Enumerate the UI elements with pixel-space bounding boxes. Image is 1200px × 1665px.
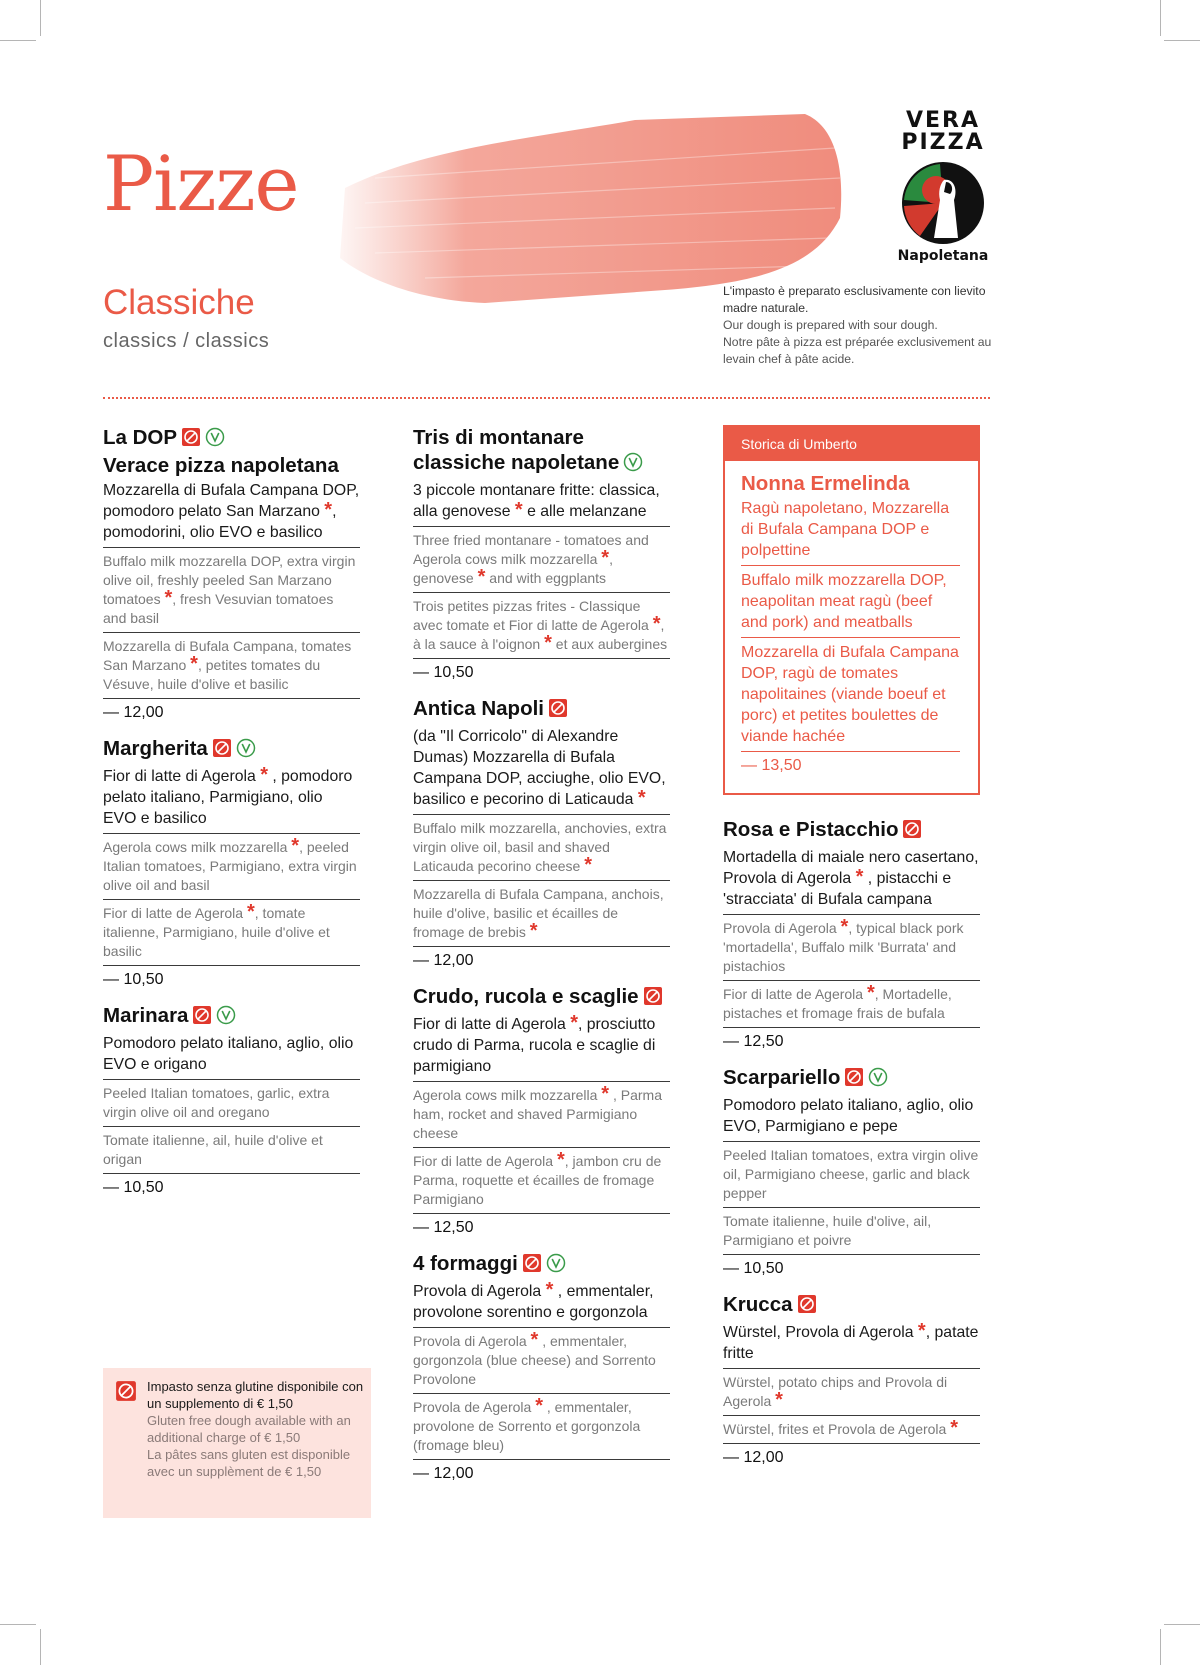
description-fr: Mozzarella di Bufala Campana DOP, ragù de tomates napolitaines (viande boeuf et porc) et petites boulettes de viande hachée bbox=[741, 638, 960, 752]
allergen-asterisk-icon: * bbox=[556, 1149, 565, 1171]
pizza-name: 4 formaggi bbox=[413, 1251, 670, 1279]
price: — 10,50 bbox=[103, 1179, 164, 1196]
allergen-asterisk-icon: * bbox=[840, 916, 849, 938]
allergen-asterisk-icon: * bbox=[190, 653, 198, 675]
gluten-free-note bbox=[103, 1368, 371, 1518]
menu-item bbox=[413, 984, 670, 1237]
allergen-asterisk-icon: * bbox=[866, 982, 875, 1004]
allergen-asterisk-icon: * bbox=[514, 499, 523, 521]
description-en: Buffalo milk mozzarella, anchovies, extra virgin olive oil, basil and shaved Laticauda pecorino cheese * bbox=[413, 815, 670, 881]
description-fr: Fior di latte de Agerola *, tomate italienne, Parmigiano, huile d'olive et basilic bbox=[103, 900, 360, 966]
vegetarian-icon bbox=[868, 1067, 888, 1093]
vegetarian-icon bbox=[546, 1253, 566, 1279]
description-en: Three fried montanare - tomatoes and Agerola cows milk mozzarella *, genovese * and with eggplants bbox=[413, 527, 670, 593]
gluten-note-en: Gluten free dough available with an additional charge of € 1,50 bbox=[147, 1413, 351, 1445]
dough-note-en: Our dough is prepared with sour dough. bbox=[723, 318, 938, 332]
gluten-free-icon bbox=[902, 819, 922, 845]
pizza-name: Margherita bbox=[103, 736, 360, 764]
description-en: Buffalo milk mozzarella DOP, extra virgin olive oil, freshly peeled San Marzano tomatoes *, fresh Vesuvian tomatoes and basil bbox=[103, 548, 360, 633]
gluten-free-icon bbox=[548, 698, 568, 724]
description-en: Agerola cows milk mozzarella * , Parma ham, rocket and shaved Parmigiano cheese bbox=[413, 1082, 670, 1148]
description-it: Provola di Agerola * , emmentaler, provolone sorentino e gorgonzola bbox=[413, 1279, 670, 1328]
price: — 12,50 bbox=[723, 1033, 784, 1050]
description-fr: Würstel, frites et Provola de Agerola * bbox=[723, 1416, 980, 1444]
description-en: Provola di Agerola *, typical black pork 'mortadella', Buffalo milk 'Burrata' and pistachios bbox=[723, 915, 980, 981]
menu-item bbox=[413, 1251, 670, 1483]
description-en: Provola di Agerola * , emmentaler, gorgonzola (blue cheese) and Sorrento Provolone bbox=[413, 1328, 670, 1394]
description-fr: Fior di latte de Agerola *, jambon cru de Parma, roquette et écailles de fromage Parmigiano bbox=[413, 1148, 670, 1214]
crop-mark bbox=[1164, 1624, 1200, 1625]
allergen-asterisk-icon: * bbox=[917, 1320, 926, 1342]
gluten-free-icon bbox=[522, 1253, 542, 1279]
dough-note bbox=[723, 283, 1003, 368]
crop-mark bbox=[1160, 0, 1161, 36]
allergen-asterisk-icon: * bbox=[601, 1083, 610, 1105]
gluten-free-icon bbox=[844, 1067, 864, 1093]
allergen-asterisk-icon: * bbox=[260, 764, 268, 786]
vegetarian-icon bbox=[623, 452, 643, 478]
gluten-note-fr: La pâtes sans gluten est disponible avec un supplèment de € 1,50 bbox=[147, 1447, 351, 1479]
price: — 12,00 bbox=[103, 704, 164, 721]
description-it: Ragù napoletano, Mozzarella di Bufala Campana DOP e polpettine bbox=[741, 496, 960, 566]
dough-note-fr: Notre pâte à pizza est préparée exclusivement au levain chef à pâte acide. bbox=[723, 335, 992, 366]
pizza-name: Rosa e Pistacchio bbox=[723, 817, 980, 845]
description-fr: Fior di latte de Agerola *, Mortadelle, pistaches et fromage frais de bufala bbox=[723, 981, 980, 1028]
gluten-note-it: Impasto senza glutine disponibile con un supplemento di € 1,50 bbox=[147, 1379, 364, 1411]
allergen-asterisk-icon: * bbox=[775, 1389, 783, 1411]
crop-mark bbox=[1164, 40, 1200, 41]
allergen-asterisk-icon: * bbox=[545, 1279, 554, 1301]
allergen-asterisk-icon: * bbox=[855, 866, 864, 888]
crop-mark bbox=[0, 40, 36, 41]
pizza-name: Antica Napoli bbox=[413, 696, 670, 724]
description-fr: Trois petites pizzas frites - Classique avec tomate et Fior di latte de Agerola *, à la sauce à l'oignon * et aux aubergines bbox=[413, 593, 670, 659]
dotted-divider bbox=[103, 397, 990, 399]
description-fr: Provola de Agerola * , emmentaler, provolone de Sorrento et gorgonzola (fromage bleu) bbox=[413, 1394, 670, 1460]
price: — 12,00 bbox=[413, 1465, 474, 1482]
description-fr: Tomate italienne, ail, huile d'olive et origan bbox=[103, 1127, 360, 1174]
allergen-asterisk-icon: * bbox=[246, 901, 255, 923]
allergen-asterisk-icon: * bbox=[324, 499, 333, 521]
crop-mark bbox=[0, 1624, 36, 1625]
price: — 10,50 bbox=[723, 1260, 784, 1277]
menu-item bbox=[723, 1292, 980, 1467]
price: — 12,00 bbox=[413, 952, 474, 969]
menu-item bbox=[413, 696, 670, 970]
gluten-free-icon bbox=[797, 1294, 817, 1320]
gluten-free-icon bbox=[115, 1380, 137, 1407]
logo-text-pizza: PIZZA bbox=[901, 130, 985, 155]
crop-mark bbox=[40, 1629, 41, 1665]
allergen-asterisk-icon: * bbox=[601, 547, 610, 569]
description-it: Fior di latte di Agerola * , pomodoro pelato italiano, Parmigiano, olio EVO e basilico bbox=[103, 764, 360, 834]
allergen-asterisk-icon: * bbox=[544, 632, 552, 654]
allergen-asterisk-icon: * bbox=[570, 1012, 578, 1034]
allergen-asterisk-icon: * bbox=[637, 787, 646, 809]
description-it: 3 piccole montanare fritte: classica, alla genovese * e alle melanzane bbox=[413, 478, 670, 527]
gluten-free-icon bbox=[192, 1005, 212, 1031]
section-title: Classiche bbox=[103, 283, 255, 322]
pizza-name: Crudo, rucola e scaglie bbox=[413, 984, 670, 1012]
price: — 10,50 bbox=[413, 664, 474, 681]
allergen-asterisk-icon: * bbox=[535, 1395, 543, 1417]
menu-column-1 bbox=[103, 425, 360, 1211]
pizza-name: Scarpariello bbox=[723, 1065, 980, 1093]
allergen-asterisk-icon: * bbox=[530, 1329, 539, 1351]
pizza-name: La DOP Verace pizza napoletana bbox=[103, 426, 339, 477]
crop-mark bbox=[1160, 1629, 1161, 1665]
description-en: Würstel, potato chips and Provola di Agerola * bbox=[723, 1369, 980, 1416]
description-it: Pomodoro pelato italiano, aglio, olio EVO e origano bbox=[103, 1031, 360, 1080]
gluten-free-icon bbox=[181, 427, 201, 453]
allergen-asterisk-icon: * bbox=[477, 566, 486, 588]
vera-pizza-napoletana-logo bbox=[893, 110, 993, 264]
menu-item bbox=[723, 817, 980, 1051]
dough-note-it: L'impasto è preparato esclusivamente con lievito madre naturale. bbox=[723, 284, 986, 315]
allergen-asterisk-icon: * bbox=[584, 854, 593, 876]
section-header bbox=[103, 285, 269, 353]
price: — 12,00 bbox=[723, 1449, 784, 1466]
description-it: (da "Il Corricolo" di Alexandre Dumas) Mozzarella di Bufala Campana DOP, acciughe, olio EVO, basilico e pecorino di Laticauda * bbox=[413, 724, 670, 815]
pizza-name: Marinara bbox=[103, 1003, 360, 1031]
description-it: Pomodoro pelato italiano, aglio, olio EVO, Parmigiano e pepe bbox=[723, 1093, 980, 1142]
price: — 12,50 bbox=[413, 1219, 474, 1236]
pulcinella-emblem-icon bbox=[900, 160, 986, 246]
logo-text-napoletana: Napoletana bbox=[897, 248, 989, 264]
description-it: Mozzarella di Bufala Campana DOP, pomodoro pelato San Marzano *, pomodorini, olio EVO e basilico bbox=[103, 478, 360, 548]
gluten-free-icon bbox=[643, 986, 663, 1012]
section-subtitle: classics / classics bbox=[103, 330, 270, 352]
crop-mark bbox=[40, 0, 41, 36]
description-fr: Mozzarella di Bufala Campana, anchois, huile d'olive, basilic et écailles de fromage de brebis * bbox=[413, 881, 670, 947]
allergen-asterisk-icon: * bbox=[529, 920, 538, 942]
description-fr: Mozzarella di Bufala Campana, tomates San Marzano *, petites tomates du Vésuve, huile d'olive et basilic bbox=[103, 633, 360, 699]
special-tag: Storica di Umberto bbox=[725, 427, 978, 461]
description-en: Agerola cows milk mozzarella *, peeled Italian tomatoes, Parmigiano, extra virgin olive oil and basil bbox=[103, 834, 360, 900]
menu-column-3 bbox=[723, 425, 980, 1481]
pizza-name: Tris di montanare classiche napoletane bbox=[413, 425, 670, 478]
description-it: Mortadella di maiale nero casertano, Provola di Agerola * , pistacchi e 'stracciata' di Bufala campana bbox=[723, 845, 980, 915]
allergen-asterisk-icon: * bbox=[652, 613, 661, 635]
menu-item bbox=[103, 736, 360, 989]
pizza-name: Krucca bbox=[723, 1292, 980, 1320]
menu-item bbox=[723, 425, 980, 795]
allergen-asterisk-icon: * bbox=[291, 835, 300, 857]
menu-column-2 bbox=[413, 425, 670, 1497]
description-fr: Tomate italienne, huile d'olive, ail, Parmigiano et poivre bbox=[723, 1208, 980, 1255]
description-it: Fior di latte di Agerola *, prosciutto crudo di Parma, rucola e scaglie di parmigiano bbox=[413, 1012, 670, 1082]
price: — 13,50 bbox=[741, 757, 802, 774]
gluten-free-icon bbox=[212, 738, 232, 764]
page-title: Pizze bbox=[103, 139, 299, 228]
allergen-asterisk-icon: * bbox=[950, 1417, 959, 1439]
description-en: Buffalo milk mozzarella DOP, neapolitan meat ragù (beef and pork) and meatballs bbox=[741, 566, 960, 638]
allergen-asterisk-icon: * bbox=[164, 587, 173, 609]
price: — 10,50 bbox=[103, 971, 164, 988]
logo-text-vera: VERA bbox=[905, 108, 981, 133]
description-it: Würstel, Provola di Agerola *, patate fritte bbox=[723, 1320, 980, 1369]
pizza-name: Nonna Ermelinda bbox=[741, 472, 910, 495]
menu-item bbox=[413, 425, 670, 682]
description-en: Peeled Italian tomatoes, extra virgin olive oil, Parmigiano cheese, garlic and black pepper bbox=[723, 1142, 980, 1208]
menu-item bbox=[723, 1065, 980, 1278]
vegetarian-icon bbox=[236, 738, 256, 764]
description-en: Peeled Italian tomatoes, garlic, extra virgin olive oil and oregano bbox=[103, 1080, 360, 1127]
menu-item bbox=[103, 1003, 360, 1197]
menu-item bbox=[103, 425, 360, 722]
vegetarian-icon bbox=[216, 1005, 236, 1031]
vegetarian-icon bbox=[205, 427, 225, 453]
